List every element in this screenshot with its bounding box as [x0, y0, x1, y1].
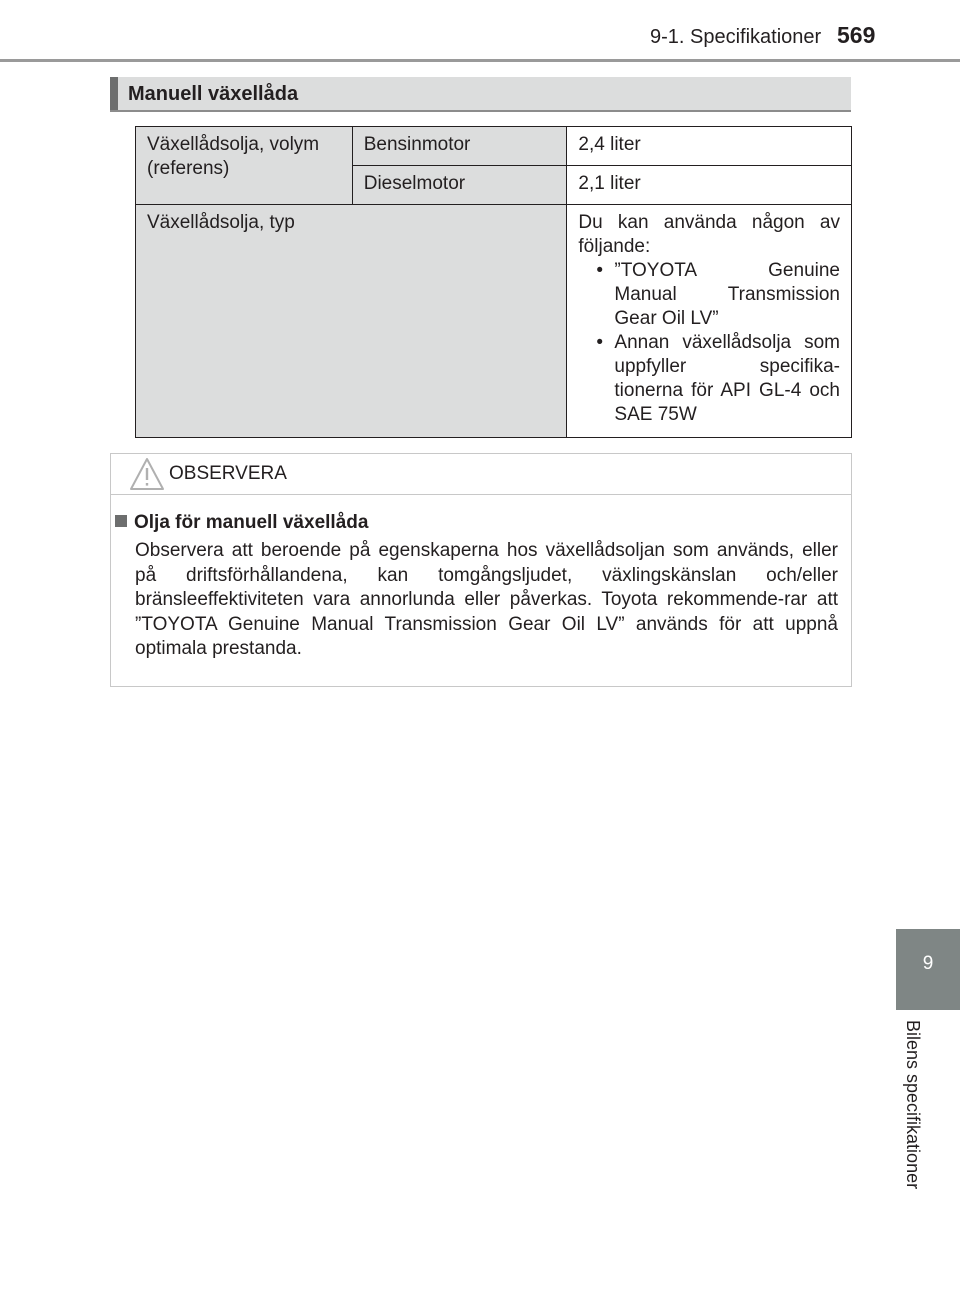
section-title: 9-1. Specifikationer	[650, 26, 822, 48]
chapter-label: Bilens specifikationer	[903, 1020, 923, 1190]
warning-triangle-icon	[129, 457, 165, 491]
heading-accent	[110, 77, 118, 110]
volume-label-cell: Växellådsolja, volym (referens)	[136, 127, 353, 205]
table-row	[136, 205, 852, 438]
list-item: • ”TOYOTA Genuine Manual Transmission Gear Oil LV”	[578, 259, 840, 331]
notice-box	[110, 453, 852, 687]
type-options-list	[578, 259, 840, 427]
notice-body: Observera att beroende på egenskaperna hos växellådsoljan som används, eller på driftsförhållandena, kan tomgångsljudet, växlingskänslan och/eller bränsleeffektiviteten vara annorlunda eller påverkas. Toyota rekommende-rar att ”TOYOTA Genuine Manual Transmission Gear Oil LV” används för att uppnå optimala prestanda.	[135, 540, 838, 659]
header-rule	[0, 59, 960, 62]
type-label-cell: Växellådsolja, typ	[136, 205, 567, 438]
type-value-cell	[567, 205, 852, 438]
engine-cell: Bensinmotor	[352, 127, 567, 166]
table-row	[136, 127, 852, 166]
notice-subheading	[115, 512, 368, 534]
engine-cell: Dieselmotor	[352, 166, 567, 205]
notice-subheading-text: Olja för manuell växellåda	[134, 512, 369, 533]
value-cell: 2,1 liter	[567, 166, 852, 205]
value-cell: 2,4 liter	[567, 127, 852, 166]
notice-header	[111, 454, 851, 495]
notice-label: OBSERVERA	[169, 463, 287, 484]
list-item: • Annan växellådsolja som uppfyller specifika-tionerna för API GL-4 och SAE 75W	[578, 331, 840, 427]
type-intro: Du kan använda någon av följande:	[578, 212, 840, 257]
page-number: 569	[837, 22, 876, 48]
spec-table	[135, 126, 852, 438]
chapter-number: 9	[922, 953, 934, 974]
square-bullet-icon	[115, 515, 127, 527]
heading-title: Manuell växellåda	[128, 83, 299, 105]
heading-bar	[110, 77, 851, 112]
chapter-tab	[896, 929, 960, 1010]
